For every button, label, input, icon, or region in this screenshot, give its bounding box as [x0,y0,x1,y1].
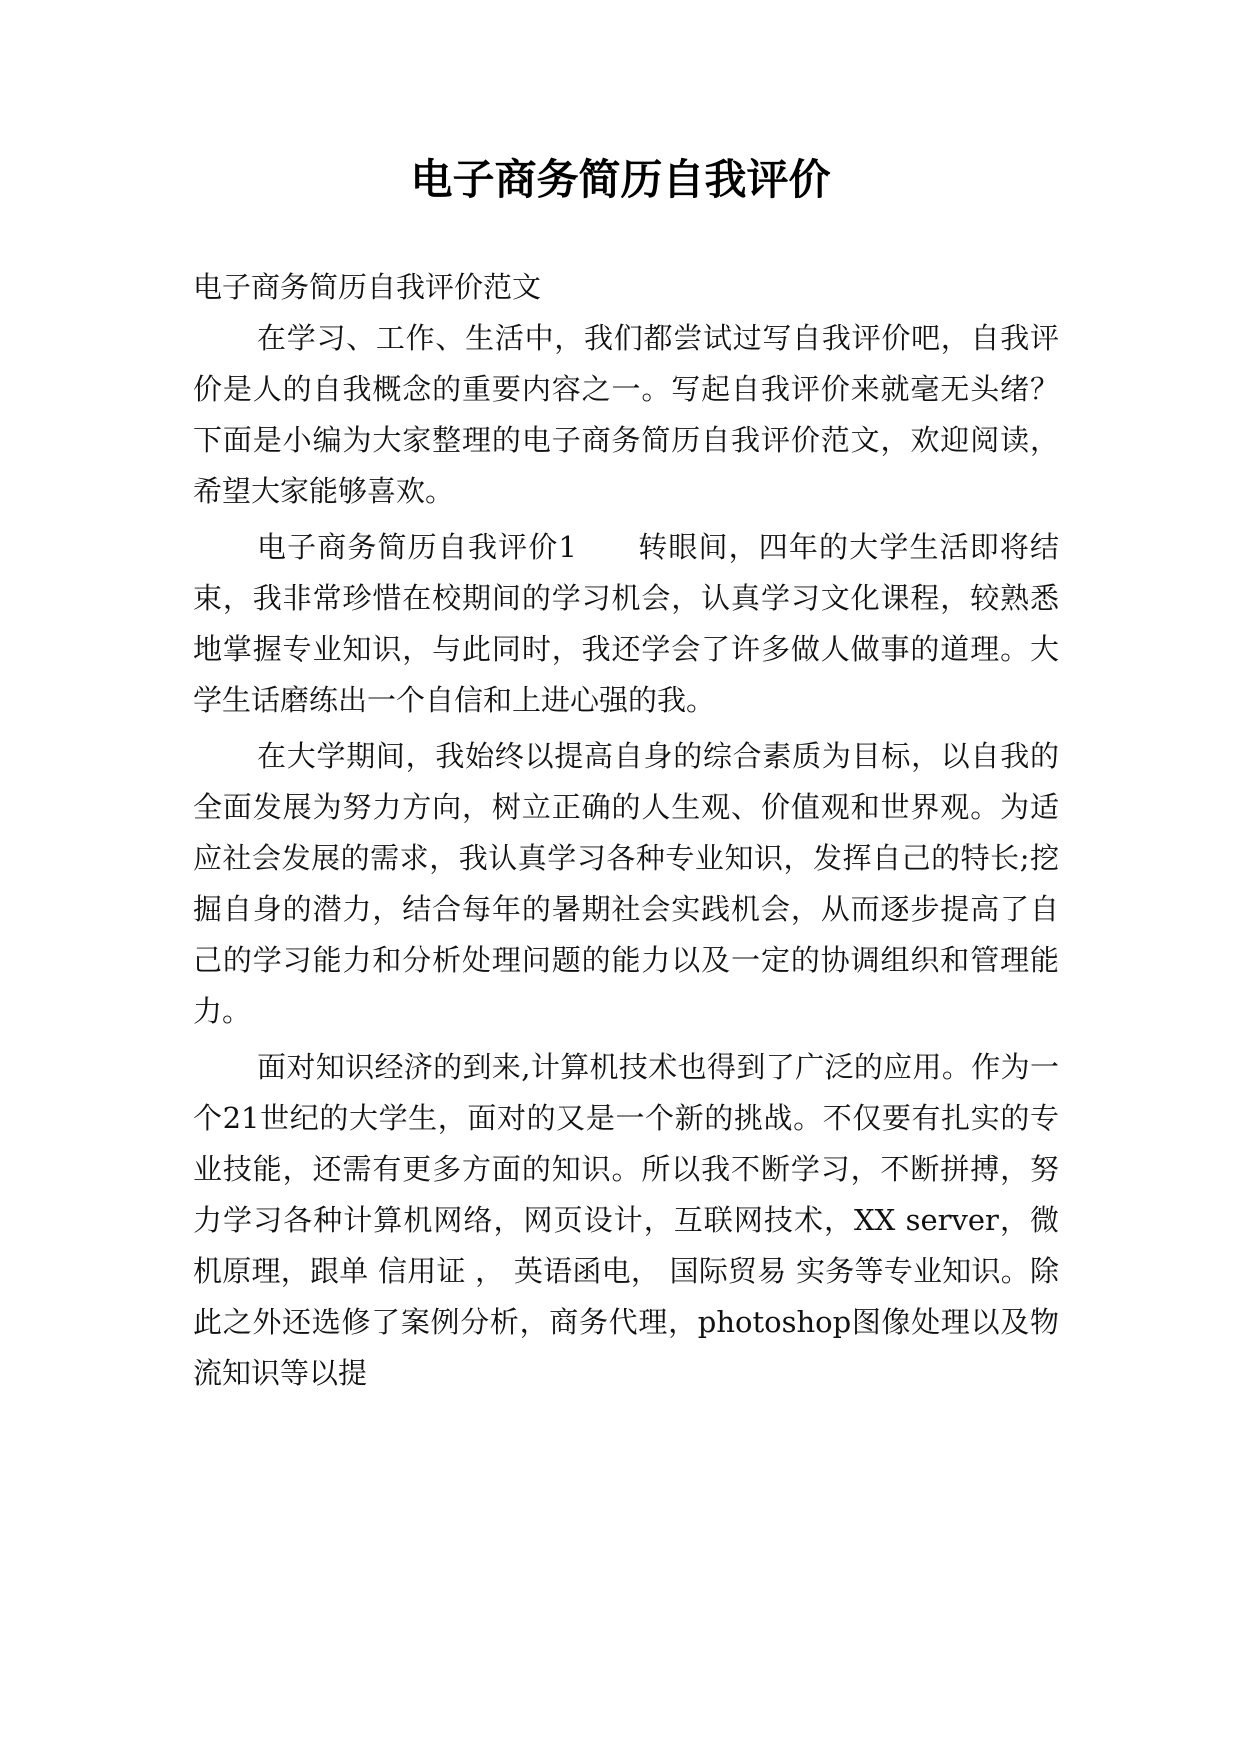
paragraph-evaluation-1: 电子商务简历自我评价1 转眼间，四年的大学生活即将结束，我非常珍惜在校期间的学习机会，认真学习文化课程，较熟悉地掌握专业知识，与此同时，我还学会了许多做人做事的道理。大学生话磨练出一个自信和上进心强的我。 [193,530,1059,717]
paragraph-university: 在大学期间，我始终以提高自身的综合素质为目标，以自我的全面发展为努力方向，树立正确的人生观、价值观和世界观。为适应社会发展的需求，我认真学习各种专业知识，发挥自己的特长;挖掘自身的潜力，结合每年的暑期社会实践机会，从而逐步提高了自己的学习能力和分析处理问题的能力以及一定的协调组织和管理能力。 [193,739,1059,1028]
document-subtitle: 电子商务简历自我评价范文 [193,270,542,304]
paragraph-intro: 在学习、工作、生活中，我们都尝试过写自我评价吧，自我评价是人的自我概念的重要内容之一。写起自我评价来就毫无头绪？下面是小编为大家整理的电子商务简历自我评价范文，欢迎阅读，希望大家能够喜欢。 [193,321,1059,508]
document-title: 电子商务简历自我评价 [410,155,831,204]
document-body [193,262,1059,1404]
paragraph-computer-skills: 面对知识经济的到来,计算机技术也得到了广泛的应用。作为一个21世纪的大学生，面对的又是一个新的挑战。不仅要有扎实的专业技能，还需有更多方面的知识。所以我不断学习，不断拼搏，努力学习各种计算机网络，网页设计，互联网技术，XX server，微机原理，跟单 信用证 ， 英语函电， 国际贸易 实务等专业知识。除此之外还选修了案例分析，商务代理，photoshop图像处理以及物流知识等以提 [193,1050,1059,1390]
